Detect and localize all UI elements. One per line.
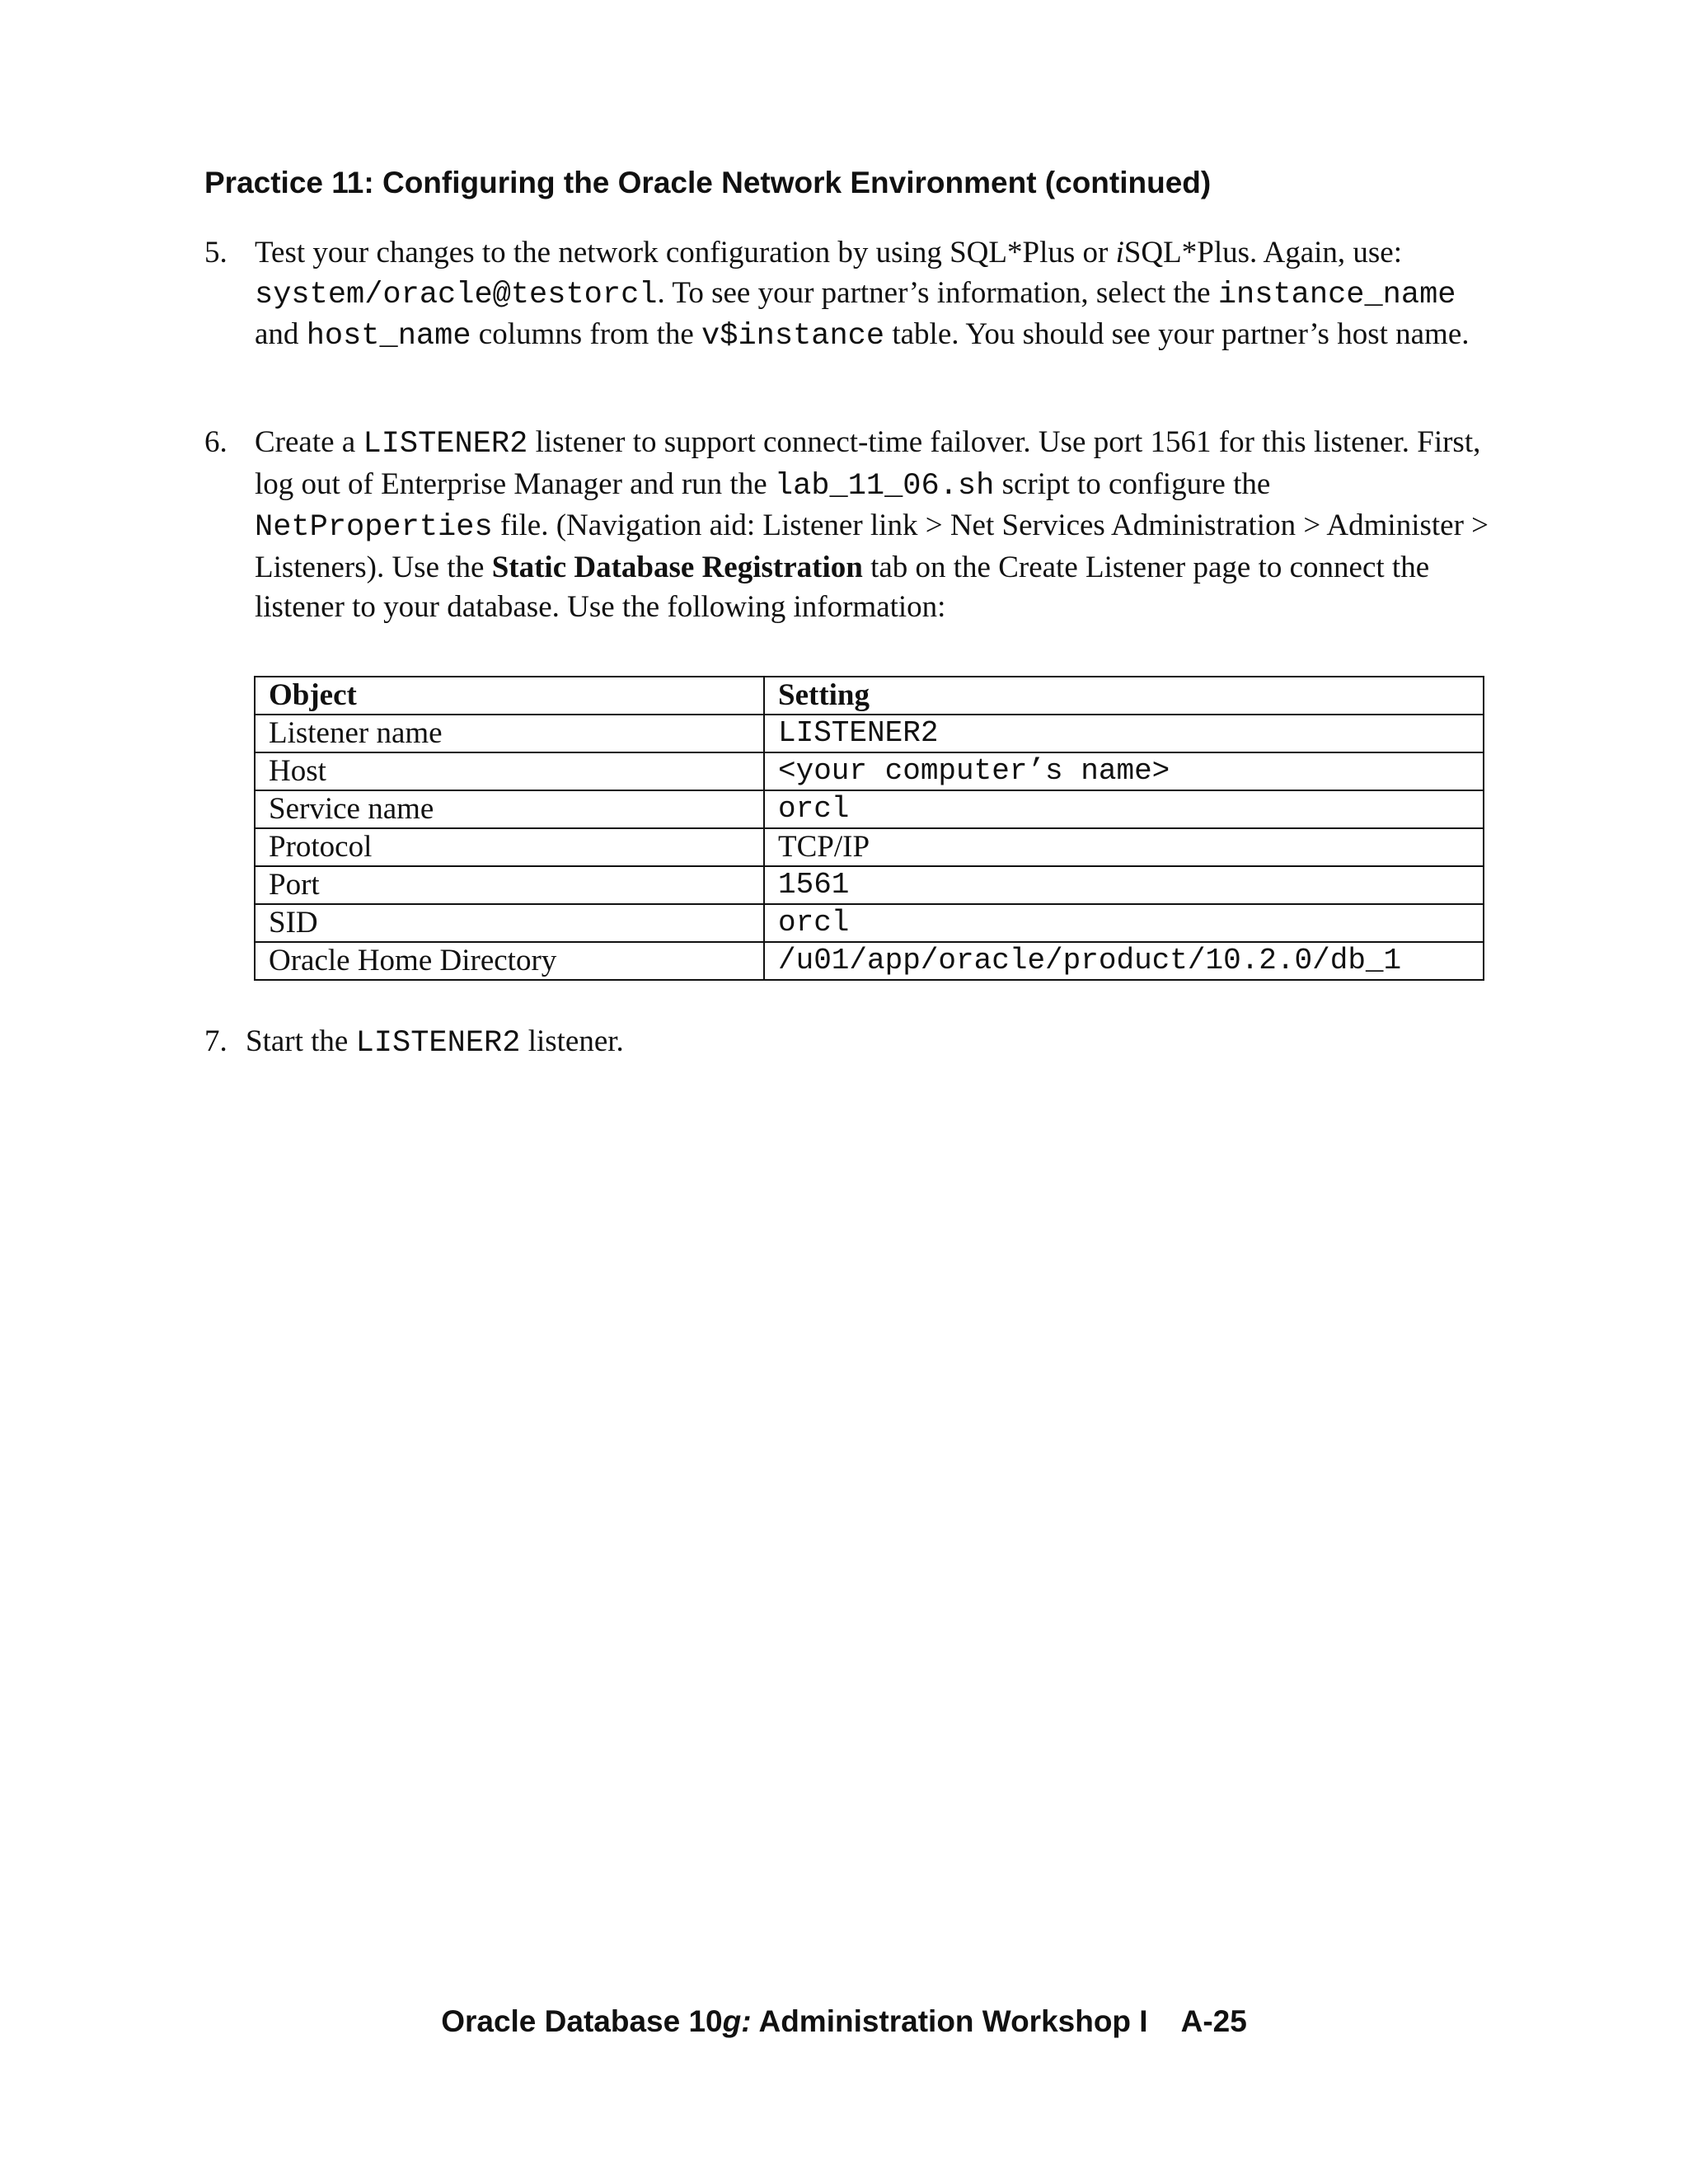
footer-title-italic: g: — [722, 2004, 752, 2038]
setting-cell: TCP/IP — [764, 828, 1484, 866]
step-text — [255, 233, 1491, 357]
table-row — [255, 790, 1484, 828]
step-text — [255, 423, 1491, 628]
text-run: . To see your partner’s information, select the — [657, 275, 1218, 310]
object-cell: SID — [255, 904, 764, 942]
setting-cell: LISTENER2 — [764, 715, 1484, 752]
setting-cell: orcl — [764, 904, 1484, 942]
object-cell: Oracle Home Directory — [255, 942, 764, 980]
text-run: and — [255, 317, 307, 351]
code-file-name: NetProperties — [255, 510, 493, 545]
object-cell: Listener name — [255, 715, 764, 752]
object-cell: Port — [255, 866, 764, 904]
setting-cell: <your computer’s name> — [764, 752, 1484, 790]
listener-settings-table — [254, 676, 1484, 981]
table-row — [255, 828, 1484, 866]
step-text — [246, 1022, 1482, 1064]
code-script-name: lab_11_06.sh — [774, 468, 995, 504]
text-run: Create a — [255, 425, 363, 459]
code-column-name: host_name — [306, 319, 471, 354]
text-run: table. You should see your partner’s host name. — [884, 317, 1470, 351]
text-run: listener. — [520, 1024, 624, 1058]
header-object: Object — [255, 677, 764, 715]
text-run: Test your changes to the network configuration by using SQL*Plus or — [255, 236, 1116, 269]
text-run: SQL*Plus. Again, use: — [1123, 236, 1402, 269]
step-number: 5. — [204, 236, 227, 269]
text-run: script to configure the — [994, 466, 1271, 501]
code-column-name: instance_name — [1217, 277, 1456, 312]
italic-run: i — [1115, 236, 1124, 269]
text-run: file. (Navigation aid: Listener link > Net Services Administration > Administer > Listeners). Use the — [255, 509, 1489, 584]
object-cell: Protocol — [255, 828, 764, 866]
table-row — [255, 715, 1484, 752]
code-listener-name: LISTENER2 — [355, 1026, 521, 1061]
object-cell: Host — [255, 752, 764, 790]
page-heading: Practice 11: Configuring the Oracle Network Environment (continued) — [204, 166, 1212, 199]
setting-cell: /u01/app/oracle/product/10.2.0/db_1 — [764, 942, 1484, 980]
text-run: tab on the Create Listener page to connect the listener to your database. Use the following information: — [255, 550, 1430, 624]
object-cell: Service name — [255, 790, 764, 828]
header-setting: Setting — [764, 677, 1484, 715]
code-connect-string: system/oracle@testorcl — [255, 277, 658, 312]
text-run: Start the — [246, 1024, 356, 1058]
footer-title: Administration Workshop I — [751, 2004, 1148, 2038]
table-row — [255, 866, 1484, 904]
code-table-name: v$instance — [701, 319, 885, 354]
step-number: 7. — [204, 1024, 227, 1058]
footer-title: Oracle Database 10 — [441, 2004, 723, 2038]
code-listener-name: LISTENER2 — [363, 427, 528, 462]
table-row — [255, 752, 1484, 790]
table-header-row — [255, 677, 1484, 715]
table-row — [255, 904, 1484, 942]
step-number: 6. — [204, 425, 227, 459]
table-row — [255, 942, 1484, 980]
setting-cell: orcl — [764, 790, 1484, 828]
text-run: listener to support connect-time failover. Use port 1561 for this listener. First, log out of Enterprise Manager and run the — [255, 425, 1481, 501]
text-run: columns from the — [471, 317, 702, 351]
page-footer — [0, 2001, 1688, 2042]
setting-cell: 1561 — [764, 866, 1484, 904]
page-number: A-25 — [1180, 2004, 1247, 2038]
bold-tab-name: Static Database Registration — [491, 550, 863, 584]
